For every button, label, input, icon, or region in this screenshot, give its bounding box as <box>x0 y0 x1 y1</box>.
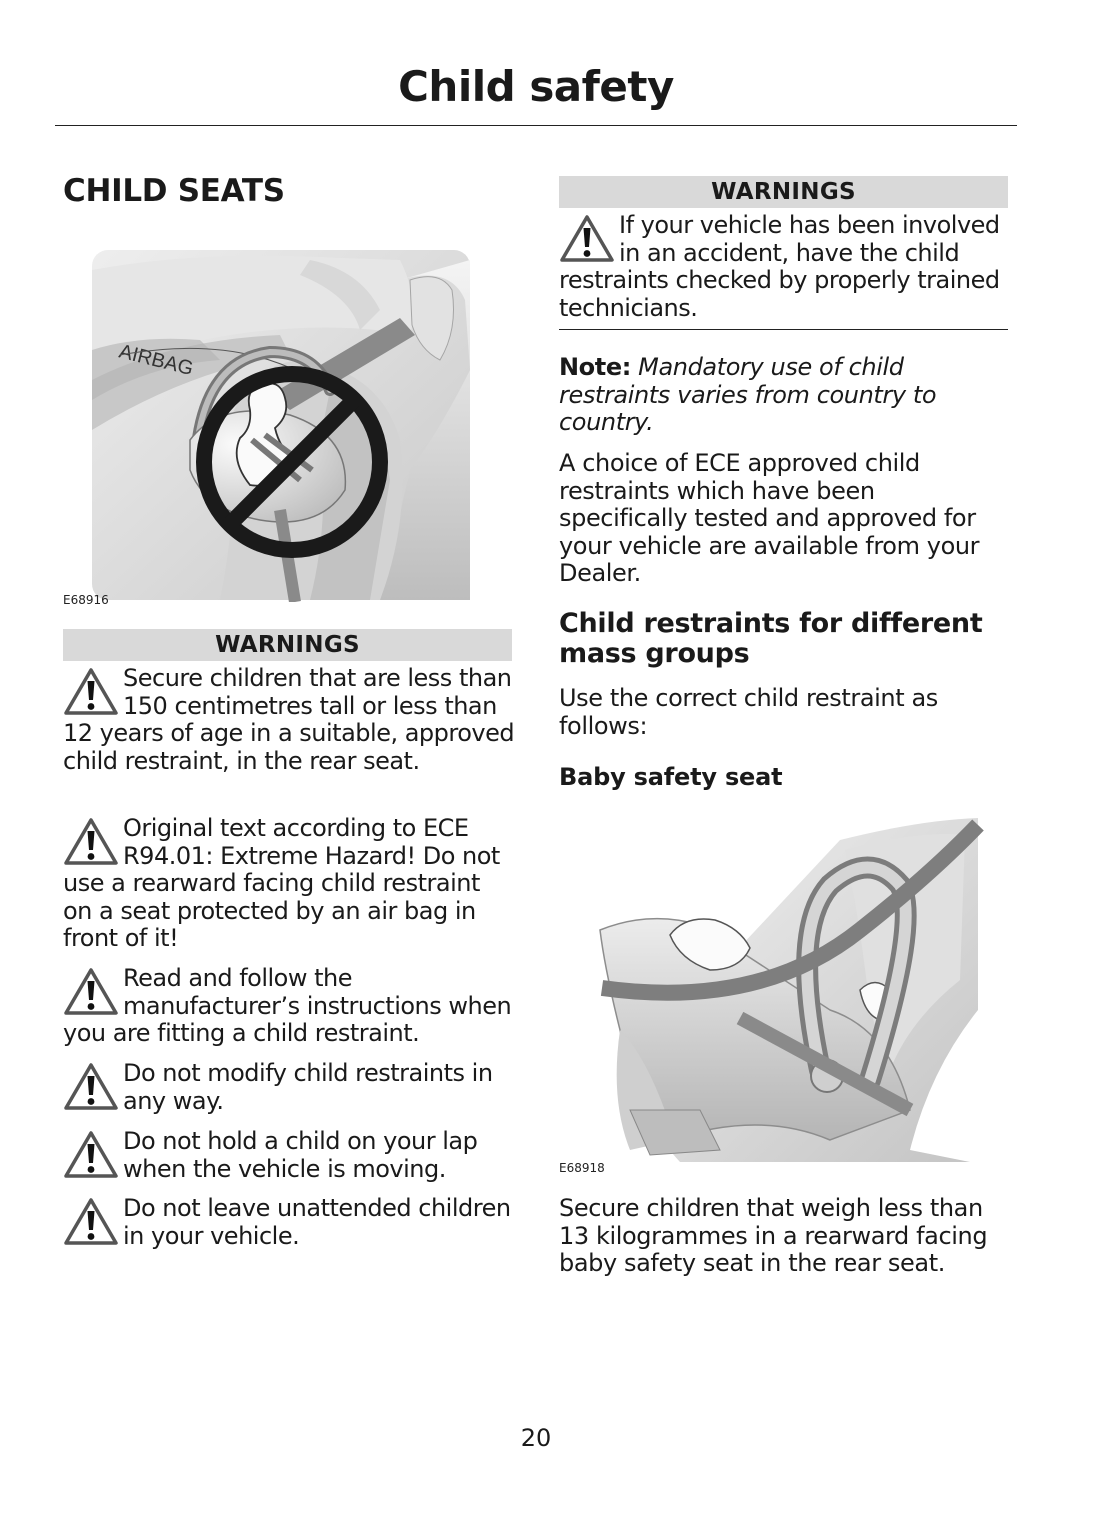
note-text: Mandatory use of child restraints varies from country to country. <box>559 353 937 437</box>
warning-text: Do not modify child restraints in any way. <box>123 1059 493 1115</box>
warnings-header-right: WARNINGS <box>559 176 1008 208</box>
airbag-figure <box>80 240 480 602</box>
warning-text: Do not leave unattended children in your vehicle. <box>123 1194 511 1250</box>
baby-seat-illustration <box>590 810 990 1170</box>
subheading-baby-seat: Baby safety seat <box>559 763 783 791</box>
baby-seat-figure <box>590 810 990 1170</box>
figure-code: E68916 <box>63 593 109 607</box>
page-number: 20 <box>520 1424 552 1452</box>
warning-triangle-icon <box>63 1130 119 1180</box>
paragraph-secure-13kg: Secure children that weigh less than 13 kilogrammes in a rearward facing baby safety seat in the rear seat. <box>559 1194 988 1278</box>
warning-triangle-icon <box>559 214 615 264</box>
warning-item <box>559 212 1011 322</box>
page-title: Child safety <box>398 62 674 111</box>
paragraph-ece: A choice of ECE approved child restraints which have been specifically tested and approved for your vehicle are available from your Dealer. <box>559 449 980 588</box>
warning-triangle-icon <box>63 817 119 867</box>
subheading-mass-groups: Child restraints for different mass groups <box>559 608 983 669</box>
warning-text: Do not hold a child on your lap when the vehicle is moving. <box>123 1127 478 1183</box>
airbag-illustration <box>80 240 480 602</box>
warning-item <box>63 1128 515 1183</box>
warning-triangle-icon <box>63 967 119 1017</box>
warning-triangle-icon <box>63 667 119 717</box>
note <box>559 354 1009 437</box>
warnings-header-left: WARNINGS <box>63 629 512 661</box>
note-label: Note: <box>559 353 631 381</box>
warning-text: Secure children that are less than 150 centimetres tall or less than 12 years of age in a suitable, approved child restraint, in the rear seat. <box>63 664 515 775</box>
section-heading: CHILD SEATS <box>63 173 285 209</box>
title-divider <box>55 125 1017 126</box>
airbag-label: AIRBAG <box>116 340 196 381</box>
warnings-divider <box>559 329 1008 330</box>
warning-triangle-icon <box>63 1062 119 1112</box>
warning-item <box>63 965 515 1048</box>
warning-text: Read and follow the manufacturer’s instructions when you are fitting a child restraint. <box>63 964 512 1048</box>
figure-code: E68918 <box>559 1161 605 1175</box>
warning-triangle-icon <box>63 1197 119 1247</box>
warning-item <box>63 1060 515 1115</box>
paragraph-use-correct: Use the correct child restraint as follows: <box>559 684 938 740</box>
warning-text: If your vehicle has been involved in an accident, have the child restraints checked by properly trained technicians. <box>559 211 1000 322</box>
warning-text: Original text according to ECE R94.01: Extreme Hazard! Do not use a rearward facing child restraint on a seat protected by an air bag in front of it! <box>63 814 500 953</box>
warning-item <box>63 815 515 953</box>
warning-item <box>63 1195 515 1250</box>
warning-item <box>63 665 515 775</box>
